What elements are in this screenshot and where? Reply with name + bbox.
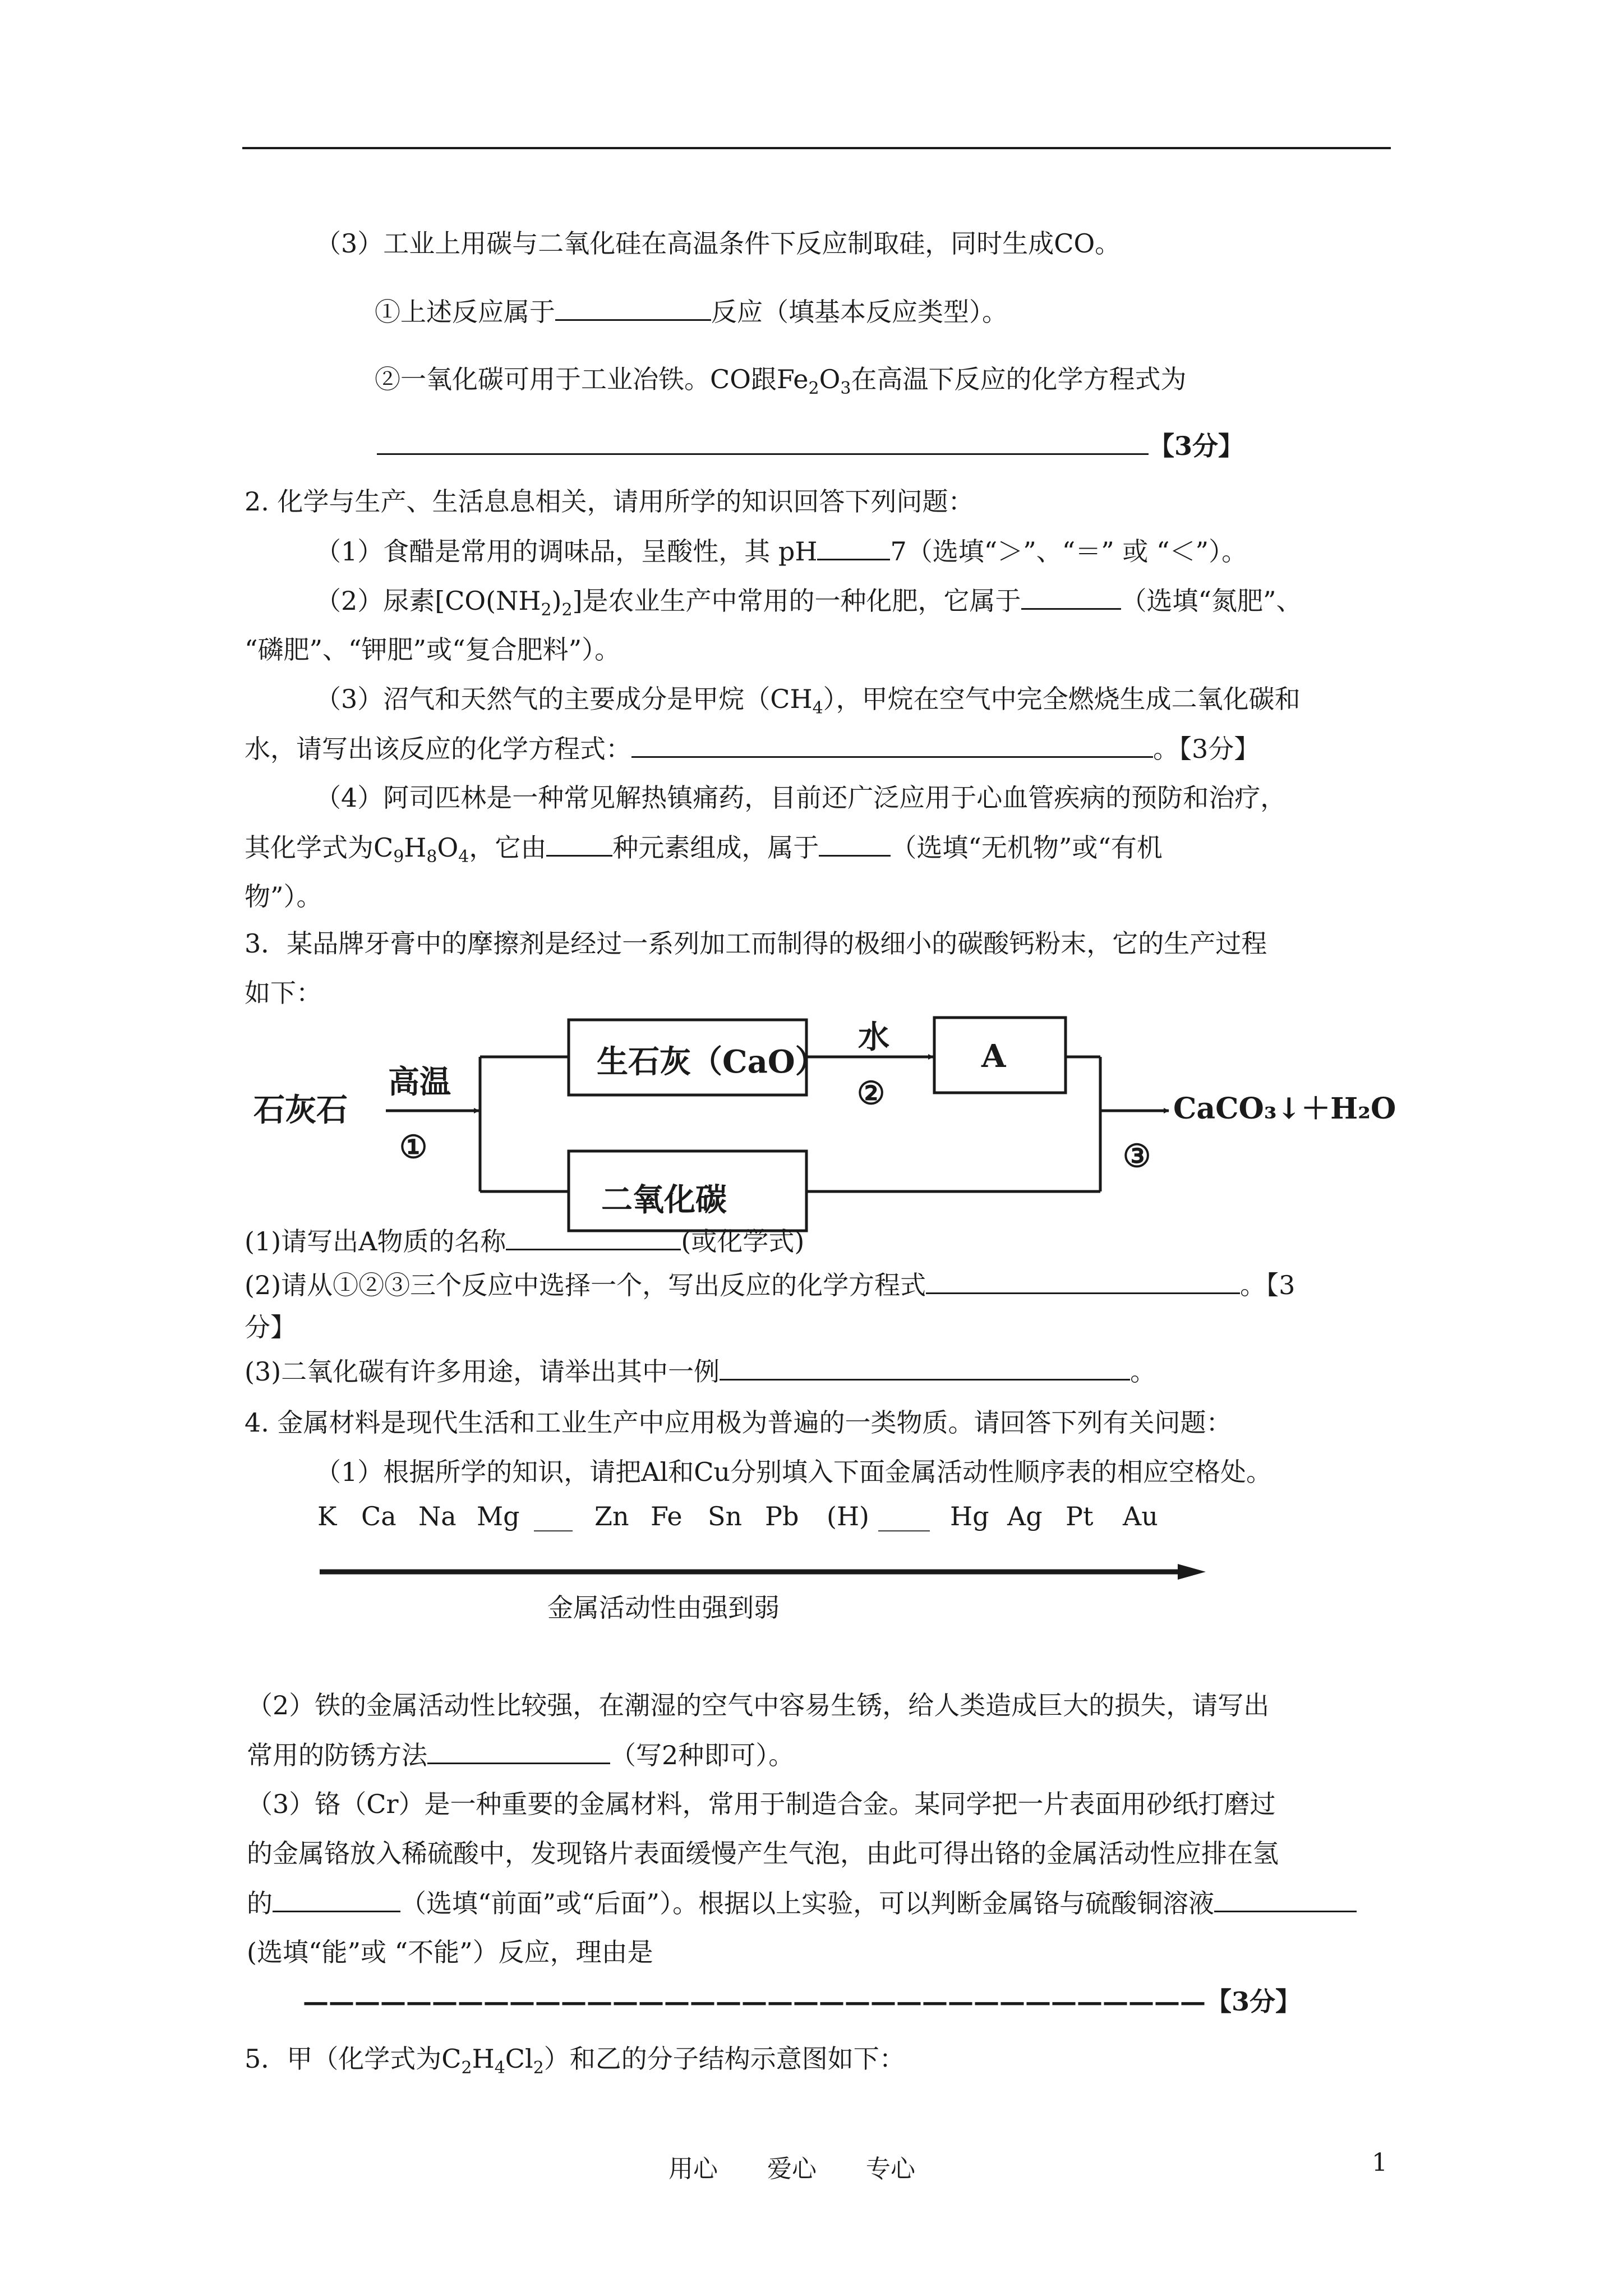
q3-line1: 3．某品牌牙膏中的摩擦剂是经过一系列加工而制得的极细小的碳酸钙粉末，它的生产过程	[245, 928, 1267, 959]
series-item: Na	[418, 1501, 457, 1531]
answer-blank[interactable]	[273, 1886, 400, 1912]
series-blank[interactable]: ____	[878, 1501, 930, 1531]
series-item: Zn	[594, 1501, 629, 1531]
q2-part4: （4）阿司匹林是一种常见解热镇痛药，目前还广泛应用于心血管疾病的预防和治疗，	[315, 783, 1287, 813]
q4-part2-line2: 常用的防锈方法 （写2种即可）。	[247, 1738, 794, 1772]
series-item: K	[317, 1501, 337, 1531]
answer-blank[interactable]	[506, 1224, 681, 1250]
q4-title: 4. 金属材料是现代生活和工业生产中应用极为普遍的一类物质。请回答下列有关问题：	[245, 1407, 1232, 1438]
series-item: Au	[1123, 1501, 1158, 1531]
q2-part4-line2: 其化学式为$C_9H_8O_4$，它由 种元素组成，属于 （选填“无机物”或“有机	[245, 830, 1163, 864]
footer-motto: 用心 爱心 专心	[668, 2155, 915, 2183]
arrow3-number: ③	[1123, 1138, 1151, 1175]
start-label: 石灰石	[253, 1092, 348, 1129]
series-item: Ca	[361, 1501, 396, 1531]
page-number: 1	[1372, 2148, 1387, 2177]
q4-part3: （3）铬（Cr）是一种重要的金属材料，常用于制造合金。某同学把一片表面用砂纸打磨过	[247, 1789, 1276, 1819]
q4-part3-line4: (选填“能”或 “不能”）反应，理由是	[247, 1937, 653, 1967]
box-top-label: 生石灰（CaO）	[597, 1043, 827, 1080]
series-item: Fe	[651, 1501, 683, 1531]
series-item: Pt	[1066, 1501, 1094, 1531]
q2-title: 2. 化学与生产、生活息息相关，请用所学的知识回答下列问题：	[245, 486, 974, 517]
box-a-label: A	[981, 1038, 1006, 1075]
q2-part2-line2: “磷肥”、“钾肥”或“复合肥料”）。	[245, 634, 621, 665]
answer-blank[interactable]	[720, 1354, 1130, 1381]
box-bottom-label: 二氧化碳	[601, 1181, 727, 1218]
activity-arrow	[314, 1561, 1211, 1583]
q4-part3-answer-line: ———————————————————————————————————【3分】	[303, 1986, 1302, 2017]
score-label: 【3分】	[1149, 431, 1244, 461]
q2-part2: （2）尿素$[CO(NH_2)_2]$是农业生产中常用的一种化肥，它属于 （选填“氮肥”、	[315, 583, 1302, 618]
series-item: Pb	[765, 1501, 799, 1531]
arrow2-number: ②	[857, 1075, 886, 1112]
q1-part3-sub1: ①上述反应属于 反应（填基本反应类型）。	[375, 295, 1008, 329]
answer-blank[interactable]	[926, 1268, 1240, 1294]
activity-arrow-label: 金属活动性由强到弱	[547, 1593, 780, 1623]
series-item: Ag	[1007, 1501, 1043, 1531]
answer-blank[interactable]	[1214, 1886, 1357, 1912]
q3-sub2: (2)请从①②③三个反应中选择一个，写出反应的化学方程式 。【3	[245, 1268, 1295, 1302]
q2-part3: （3）沼气和天然气的主要成分是甲烷$(CH_4)$，甲烷在空气中完全燃烧生成二氧化碳和	[315, 684, 1301, 718]
q2-part1: （1）食醋是常用的调味品，呈酸性，其 pH 7（选填“＞”、“＝” 或 “＜”）。	[315, 534, 1247, 568]
series-item: Sn	[708, 1501, 743, 1531]
q4-part2: （2）铁的金属活动性比较强，在潮湿的空气中容易生锈，给人类造成巨大的损失，请写出	[247, 1690, 1270, 1720]
series-item: (H)	[827, 1501, 870, 1531]
q1-part3-sub2: ②一氧化碳可用于工业冶铁。CO跟$Fe_2O_3$在高温下反应的化学方程式为	[375, 364, 1187, 398]
product-label: CaCO₃↓＋H₂O	[1173, 1092, 1396, 1126]
q5-line: 5．甲（化学式为$C_2H_4Cl_2$）和乙的分子结构示意图如下：	[245, 2044, 905, 2078]
series-blank[interactable]: ___	[534, 1501, 573, 1531]
q3-sub1: (1)请写出A物质的名称 (或化学式)	[245, 1224, 804, 1258]
arrow1-number: ①	[399, 1129, 428, 1166]
q2-part4-line3: 物”）。	[245, 881, 322, 912]
q3-sub2-line2: 分】	[245, 1312, 296, 1342]
q4-part3-line2: 的金属铬放入稀硫酸中，发现铬片表面缓慢产生气泡，由此可得出铬的金属活动性应排在氢	[247, 1838, 1279, 1869]
series-item: Hg	[950, 1501, 989, 1531]
q4-part1: （1）根据所学的知识，请把Al和Cu分别填入下面金属活动性顺序表的相应空格处。	[315, 1457, 1272, 1487]
arrow2-label: 水	[858, 1019, 889, 1056]
q3-line2: 如下：	[245, 978, 322, 1008]
q3-sub3: (3)二氧化碳有许多用途，请举出其中一例 。	[245, 1354, 1156, 1388]
q4-part3-line3: 的 （选填“前面”或“后面”）。根据以上实验，可以判断金属铬与硫酸铜溶液	[247, 1886, 1357, 1920]
answer-blank[interactable]	[427, 1738, 610, 1764]
series-item: Mg	[477, 1501, 520, 1531]
q1-part3-intro: （3）工业上用碳与二氧化硅在高温条件下反应制取硅，同时生成CO。	[315, 228, 1121, 259]
arrow1-label: 高温	[388, 1064, 451, 1101]
q2-part3-line2: 水，请写出该反应的化学方程式： 。【3分】	[245, 731, 1260, 766]
